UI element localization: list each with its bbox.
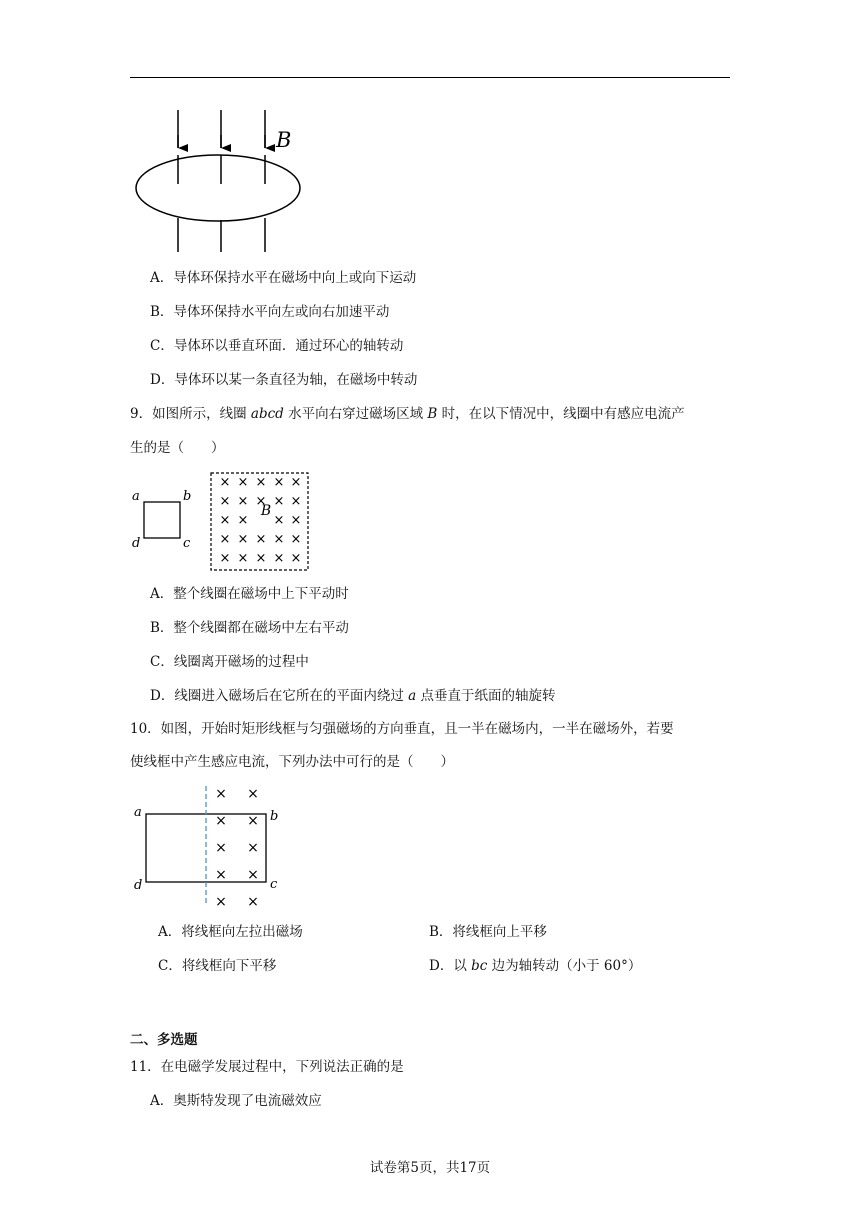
q10-option-c: C．将线框向下平移 [158,958,277,974]
q9-option-a: A．整个线圈在磁场中上下平动时 [150,586,349,602]
field-cross-mark: × [247,786,259,802]
q9-option-d: D．线圈进入磁场后在它所在的平面内绕过 a 点垂直于纸面的轴旋转 [150,688,556,704]
q8-option-a: A．导体环保持水平在磁场中向上或向下运动 [150,270,417,286]
q10-option-b: B．将线框向上平移 [429,924,547,940]
q9-stem-line1: 9．如图所示，线圈 abcd 水平向右穿过磁场区域 B 时，在以下情况中，线圈中有感应电流产 [130,406,685,422]
field-cross-mark: × [255,494,267,509]
label-d: d [132,536,141,551]
field-cross-mark: × [273,475,285,490]
coil-field-figure [128,468,318,576]
field-cross-mark: × [273,513,285,528]
q9-option-b: B．整个线圈都在磁场中左右平动 [150,620,349,636]
label-b: b [270,809,279,824]
page-footer: 试卷第5页，共17页 [369,1160,491,1176]
ring-in-field-figure [120,100,320,260]
field-cross-mark: × [247,894,259,910]
field-cross-mark: × [237,532,249,547]
q8-option-d: D．导体环以某一条直径为轴，在磁场中转动 [150,372,418,388]
field-cross-mark: × [247,813,259,829]
field-label: B [260,503,272,519]
field-cross-mark: × [219,475,231,490]
field-cross-mark: × [215,894,227,910]
q10-option-a: A．将线框向左拉出磁场 [158,924,303,940]
field-cross-mark: × [290,494,302,509]
q8-option-c: C．导体环以垂直环面．通过环心的轴转动 [150,338,404,354]
q10-option-d: D．以 bc 边为轴转动（小于 60°） [429,958,642,974]
field-cross-mark: × [219,551,231,566]
field-cross-mark: × [219,532,231,547]
q11-stem: 11．在电磁学发展过程中，下列说法正确的是 [130,1059,404,1075]
field-cross-mark: × [247,840,259,856]
field-cross-mark: × [290,551,302,566]
field-cross-mark: × [215,867,227,883]
field-cross-mark: × [273,551,285,566]
field-cross-mark: × [247,867,259,883]
label-d: d [134,878,143,893]
field-cross-mark: × [255,532,267,547]
header-rule [130,77,730,78]
label-c: c [183,536,191,551]
field-cross-mark: × [273,494,285,509]
label-c: c [270,877,278,892]
field-label: B [276,128,292,152]
field-cross-mark: × [219,513,231,528]
label-b: b [183,489,192,504]
field-cross-mark: × [215,786,227,802]
frame-field-figure [128,782,288,912]
q9-option-c: C．线圈离开磁场的过程中 [150,654,309,670]
label-a: a [134,805,142,820]
field-cross-mark: × [237,475,249,490]
label-a: a [132,489,140,504]
field-cross-mark: × [215,813,227,829]
q10-stem-line1: 10．如图，开始时矩形线框与匀强磁场的方向垂直，且一半在磁场内，一半在磁场外，若要 [130,721,674,737]
section-title: 二、多选题 [130,1032,198,1048]
field-cross-mark: × [255,475,267,490]
q10-stem-line2: 使线框中产生感应电流，下列办法中可行的是（ ） [130,754,454,770]
field-cross-mark: × [273,532,285,547]
field-cross-mark: × [290,475,302,490]
field-cross-mark: × [290,532,302,547]
field-cross-mark: × [237,494,249,509]
square-coil [144,502,180,538]
field-cross-mark: × [219,494,231,509]
field-cross-mark: × [215,840,227,856]
field-cross-mark: × [290,513,302,528]
conducting-ring [136,155,300,221]
field-cross-mark: × [237,513,249,528]
q8-option-b: B．导体环保持水平向左或向右加速平动 [150,304,390,320]
q11-option-a: A．奥斯特发现了电流磁效应 [150,1093,322,1109]
field-cross-mark: × [255,551,267,566]
q9-stem-line2: 生的是（ ） [130,440,225,456]
field-cross-mark: × [237,551,249,566]
